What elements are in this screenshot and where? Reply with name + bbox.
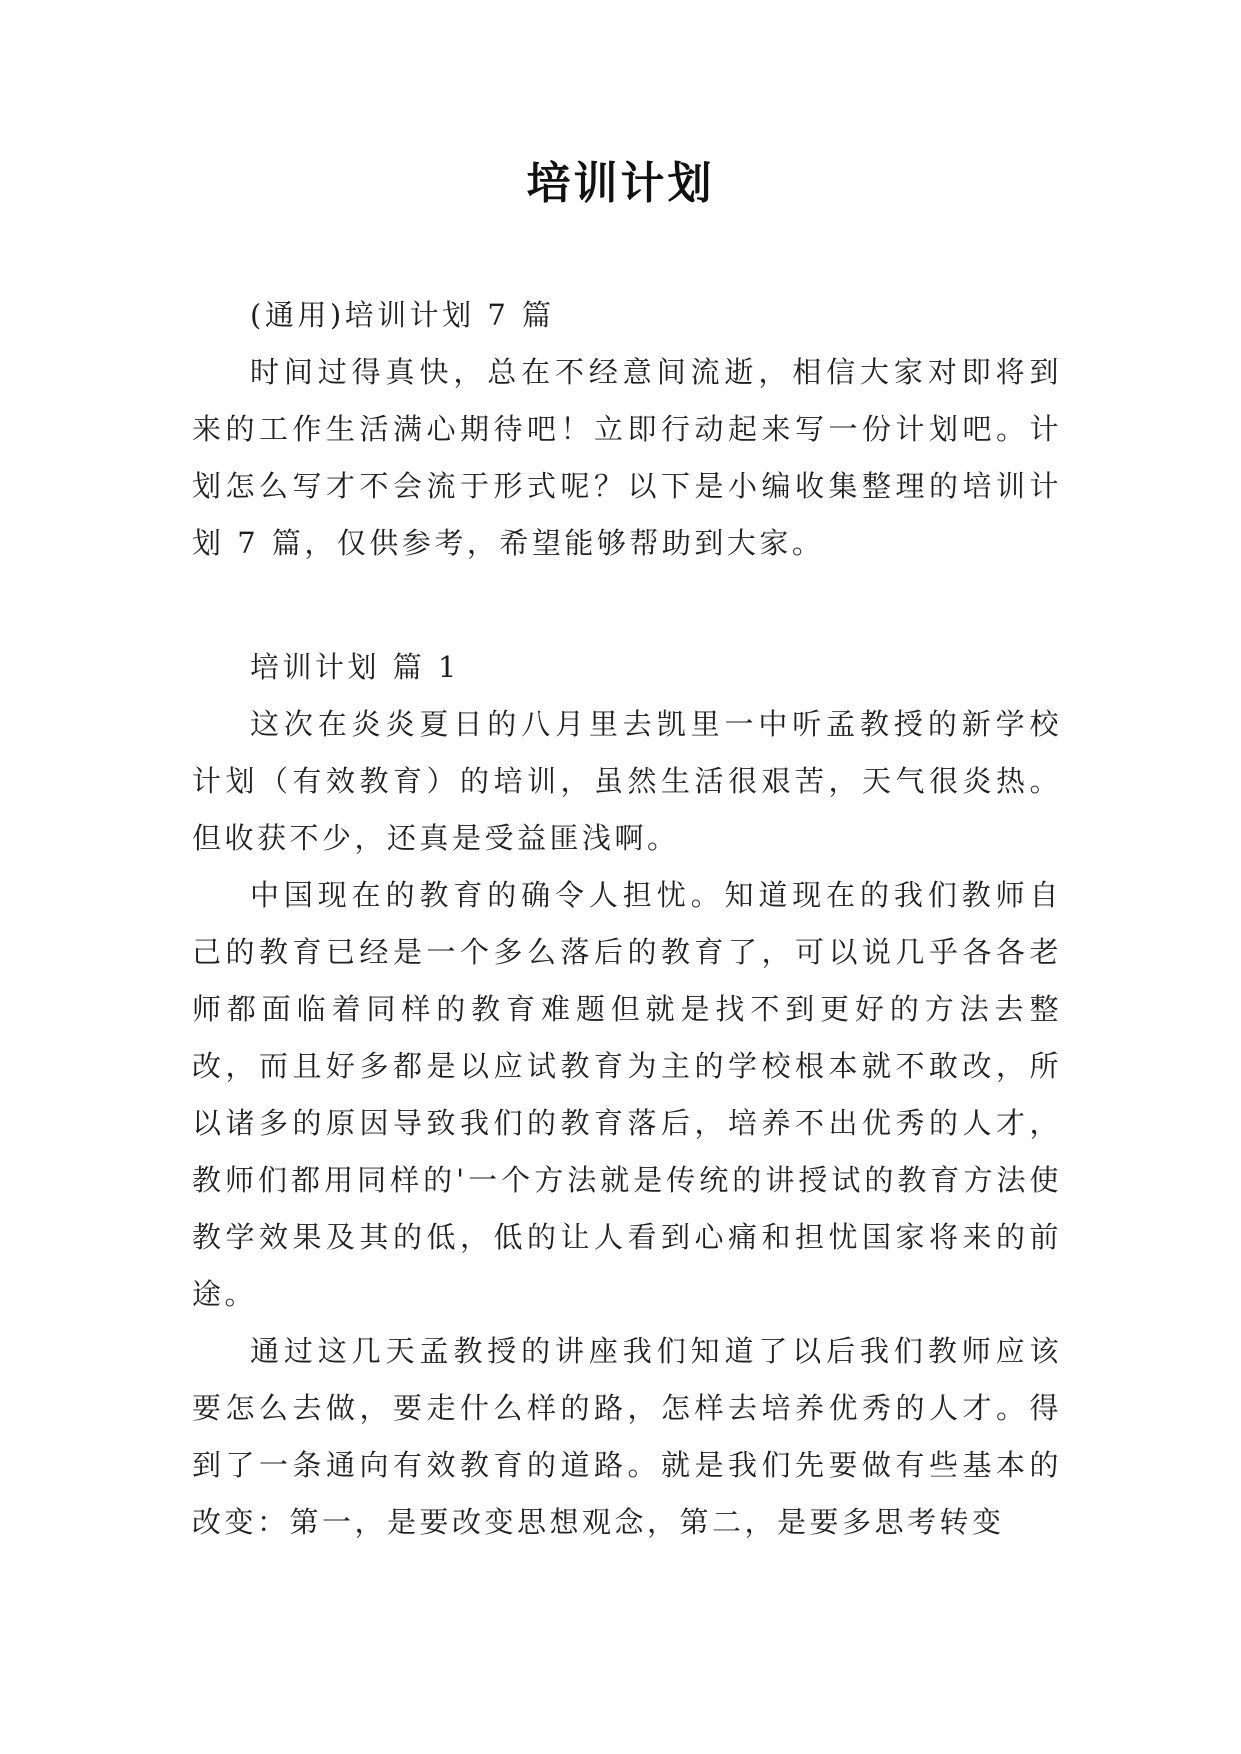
document-title: 培训计划 [526,158,715,209]
section-paragraph: 中国现在的教育的确令人担忧。知道现在的我们教师自己的教育已经是一个多么落后的教育了，可以说几乎各各老师都面临着同样的教育难题但就是找不到更好的方法去整改，而且好多都是以应试教育为主的学校根本就不敢改，所以诸多的原因导致我们的教育落后，培养不出优秀的人才，教师们都用同样的'一个方法就是传统的讲授试的教育方法使教学效果及其的低，低的让人看到心痛和担忧国家将来的前途。 [192,878,1062,1311]
section-1 [192,639,1062,1551]
intro-paragraph: 时间过得真快，总在不经意间流逝，相信大家对即将到来的工作生活满心期待吧！立即行动起来写一份计划吧。计划怎么写才不会流于形式呢？以下是小编收集整理的培训计划 7 篇，仅供参考，希望能够帮助到大家。 [192,355,1062,560]
section-heading: 培训计划 篇 1 [250,650,460,684]
section-paragraph: 通过这几天孟教授的讲座我们知道了以后我们教师应该要怎么去做，要走什么样的路，怎样去培养优秀的人才。得到了一条通向有效教育的道路。就是我们先要做有些基本的改变：第一，是要改变思想观念，第二，是要多思考转变 [192,1334,1062,1539]
section-paragraph: 这次在炎炎夏日的八月里去凯里一中听孟教授的新学校计划（有效教育）的培训，虽然生活很艰苦，天气很炎热。但收获不少，还真是受益匪浅啊。 [192,707,1062,855]
document-subtitle: (通用)培训计划 7 篇 [250,298,555,332]
intro-block [192,287,1062,572]
